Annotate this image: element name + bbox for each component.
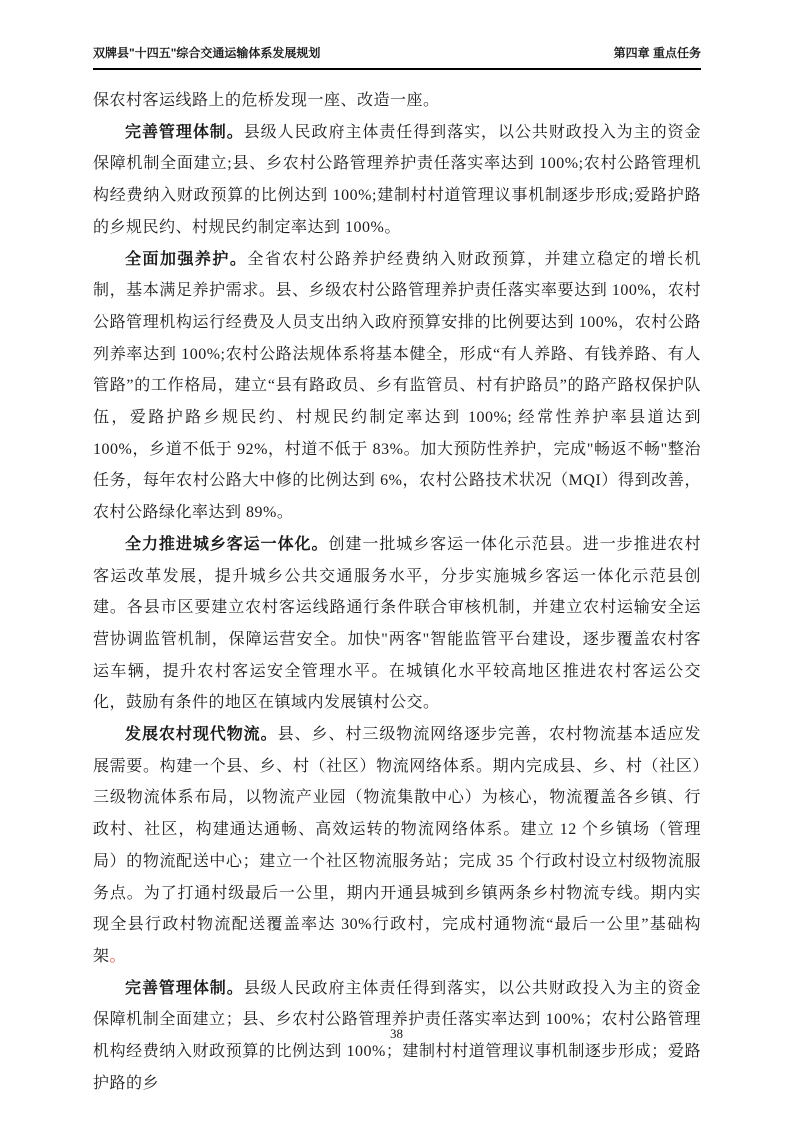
paragraph-lead: 发展农村现代物流。 <box>125 726 278 744</box>
page-number: 38 <box>390 1026 403 1041</box>
paragraph-improve-management-1 <box>93 117 701 244</box>
header-chapter: 第四章 重点任务 <box>613 46 701 60</box>
paragraph-lead: 全面加强养护。 <box>125 250 248 268</box>
page-footer <box>0 1026 793 1042</box>
paragraph-lead: 完善管理体制。 <box>125 979 244 997</box>
paragraph-text: 县、乡、村三级物流网络逐步完善，农村物流基本适应发展需要。构建一个县、乡、村（社区）物流网络体系。期内完成县、乡、村（社区）三级物流体系布局，以物流产业园（物流集散中心）为核心，物流覆盖各乡镇、行政村、社区，构建通达通畅、高效运转的物流网络体系。建立 12 个乡镇场（管理局）的物流配送中心；建立一个社区物流服务站；完成 35 个行政村设立村级物流服务点。为了打通村级最后一公里，期内开通县城到乡镇两条乡村物流专线。期内实现全县行政村物流配送覆盖率达 30%行政村，完成村通物流“最后一公里”基础构架 <box>93 726 701 965</box>
paragraph-text: 县级人民政府主体责任得到落实，以公共财政投入为主的资金保障机制全面建立;县、乡农村公路管理养护责任落实率达到 100%;农村公路管理机构经费纳入财政预算的比例达到 100%;建制村村道管理议事机制逐步形成;爱路护路的乡规民约、村规民约制定率达到 100%。 <box>93 123 701 236</box>
document-body <box>93 85 701 1100</box>
paragraph-urban-rural-transit <box>93 529 701 719</box>
paragraph-carryover <box>93 85 701 117</box>
paragraph-lead: 全力推进城乡客运一体化。 <box>125 535 329 553</box>
red-period: 。 <box>109 947 127 965</box>
paragraph-text: 保农村客运线路上的危桥发现一座、改造一座。 <box>93 92 440 109</box>
paragraph-text: 县级人民政府主体责任得到落实，以公共财政投入为主的资金保障机制全面建立；县、乡农村公路管理养护责任落实率达到 100%；农村公路管理机构经费纳入财政预算的比例达到 100%；建制村村道管理议事机制逐步形成；爱路护路的乡 <box>93 979 701 1092</box>
paragraph-lead: 完善管理体制。 <box>125 123 244 141</box>
header-document-title: 双牌县"十四五"综合交通运输体系发展规划 <box>93 46 321 60</box>
paragraph-text: 创建一批城乡客运一体化示范县。进一步推进农村客运改革发展，提升城乡公共交通服务水平，分步实施城乡客运一体化示范县创建。各县市区要建立农村客运线路通行条件联合审核机制，并建立农村运输安全运营协调监管机制，保障运营安全。加快"两客"智能监管平台建设，逐步覆盖农村客运车辆，提升农村客运安全管理水平。在城镇化水平较高地区推进农村客运公交化，鼓励有条件的地区在镇域内发展镇村公交。 <box>93 535 701 712</box>
paragraph-text: 全省农村公路养护经费纳入财政预算，并建立稳定的增长机制，基本满足养护需求。县、乡级农村公路管理养护责任落实率要达到 100%，农村公路管理机构运行经费及人员支出纳入政府预算安排的比例要达到 100%，农村公路列养率达到 100%;农村公路法规体系将基本健全，形成“有人养路、有钱养路、有人管路”的工作格局，建立“县有路政员、乡有监管员、村有护路员”的路产路权保护队伍，爱路护路乡规民约、村规民约制定率达到 100%; 经常性养护率县道达到 100%，乡道不低于 92%，村道不低于 83%。加大预防性养护，完成"畅返不畅"整治任务，每年农村公路大中修的比例达到 6%，农村公路技术状况（MQI）得到改善，农村公路绿化率达到 89%。 <box>93 250 701 522</box>
page-header <box>93 44 701 70</box>
paragraph-rural-logistics <box>93 719 701 973</box>
paragraph-strengthen-maintenance <box>93 244 701 529</box>
